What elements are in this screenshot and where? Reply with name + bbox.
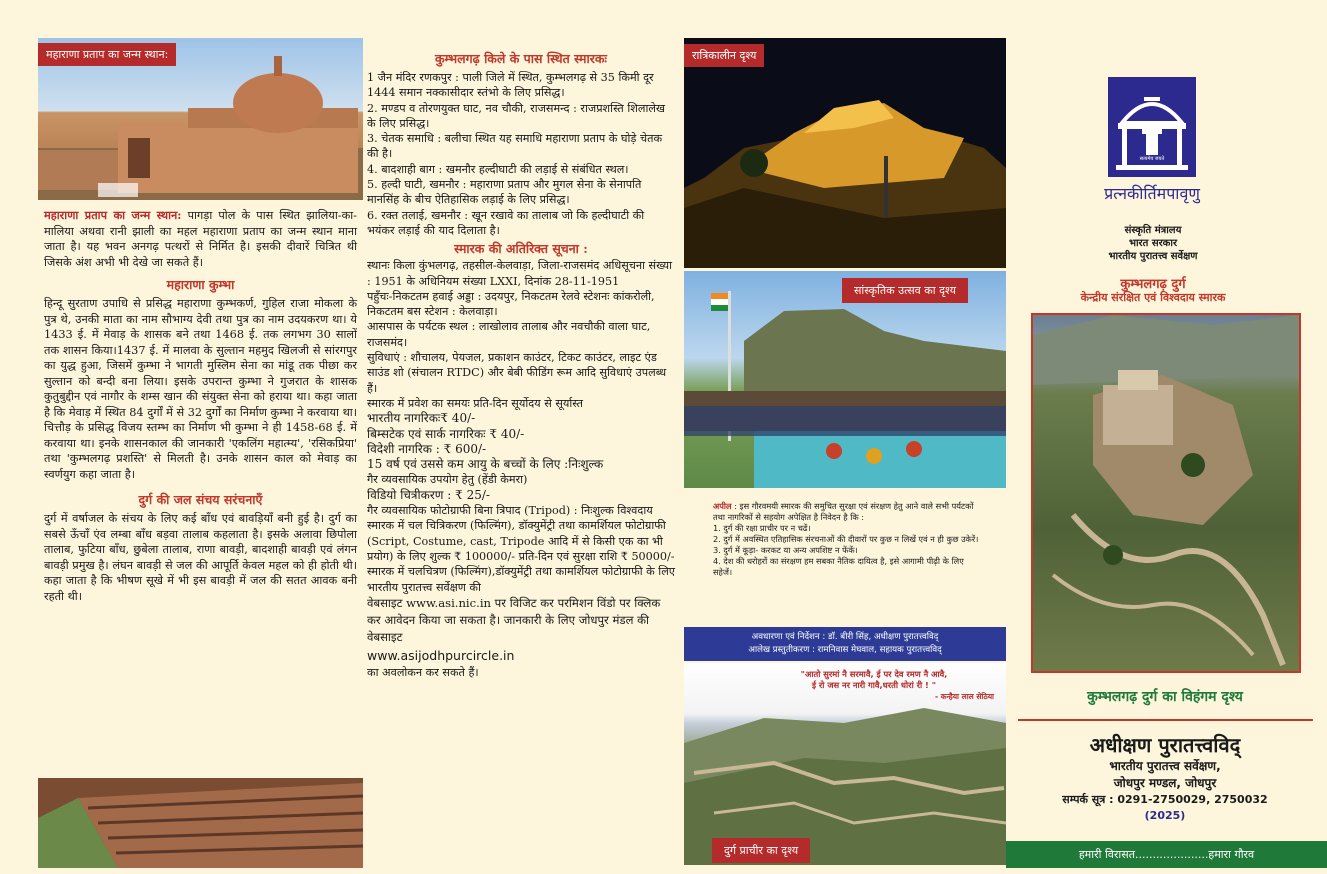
- info-timing: स्मारक में प्रवेश का समयः प्रति-दिन सूर्योदय से सूर्यास्त: [367, 396, 584, 410]
- water-text: दुर्ग में वर्षाजल के संचय के लिए कई बाँध एवं बावड़ियाँ बनी हुई है। दुर्ग का सबसे ऊँचाँ एंव लम्बा बाँध बड़वा तालाब कहलाता है। इसके अलावा छिपोला तालाब, फुटिया बाँध, छुबेला तालाब, राणा बावड़ी, बादशाही बावड़ी एवं लंगन बावड़ी प्रमुख है। लंघन बावड़ी से जल की आपूर्ति केवल महल को ही होती थी। कहा जाता है कि भीषण सूखे में भी इस बावड़ी में जल की सतत आवक बनी रहती थी।: [44, 512, 357, 603]
- info-facilities: सुविधाएं : शौचालय, पेयजल, प्रकाशन काउंटर, टिकट काउंटर, लाइट एंड साउंड शो (संचालन RTDC) और बेबी फीडिंग रूम आदि सुविधाएं उपलब्ध हैं।: [367, 351, 667, 395]
- festival-caption: सांस्कृतिक उत्सव का दृश्य: [842, 278, 968, 303]
- credits-box: [684, 627, 1006, 661]
- night-view-photo: [684, 38, 1006, 268]
- info-nearby: आसपास के पर्यटक स्थल : लाखोलाव तालाब और नवचौकी वाला घाट, राजसमंद।: [367, 320, 651, 349]
- appeal-label: अपील: [713, 501, 732, 511]
- office-block: [1040, 732, 1290, 824]
- monuments-heading: कुम्भलगढ़ किले के पास स्थित स्मारकः: [435, 51, 607, 66]
- footer-bar: [1006, 841, 1327, 868]
- monument-item: 2. मण्डप व तोरणयुक्त घाट, नव चौकी, राजसमन्द : राजप्रशस्ति शिलालेख के लिए प्रसिद्ध।: [367, 101, 666, 130]
- info-children: 15 वर्ष एवं उससे कम आयु के बच्चों के लिए :निःशुल्क: [367, 457, 604, 472]
- credit-writing: आलेख प्रस्तुतीकरण : रामनिवास मेघवाल, सहायक पुरातत्त्वविद्: [748, 645, 942, 655]
- appeal-item: 4. देश की धरोहरों का संरक्षण हम सबका नैतिक दायित्व है, इसे आगामी पीढ़ी के लिए सहेजें।: [713, 556, 964, 577]
- info-fee-indian: भारतीय नागरिकः₹ 40/-: [367, 411, 476, 426]
- quote-line-1: "आतो सुरमां नै सरमावै, ई पर देव रमण नै आवै,: [800, 669, 948, 679]
- aerial-photo: [1031, 313, 1301, 673]
- survey-name: भारतीय पुरातत्त्व सर्वेक्षण: [1108, 251, 1198, 262]
- ministry-name: संस्कृति मंत्रालय: [1124, 225, 1182, 236]
- info-fee-bimstec: बिम्सटेक एवं सार्क नागरिकः ₹ 40/-: [367, 426, 525, 441]
- appeal-item: 3. दुर्ग में कूड़ा- करकट या अन्य अपशिष्ट न फेंकें।: [713, 545, 858, 555]
- birthplace-label: महाराणा प्रताप का जन्म स्थान:: [44, 208, 182, 222]
- office-line-1: भारतीय पुरातत्त्व सर्वेक्षण,: [1109, 759, 1221, 773]
- appeal-item: 2. दुर्ग में अवस्थित एतिहासिक संरचनाओं की दीवारों पर कुछ न लिखें एवं न ही कुछ उकेरें।: [713, 534, 979, 544]
- info-closing: का अवलोकन कर सकते हैं।: [367, 665, 479, 679]
- aerial-caption: कुम्भलगढ़ दुर्ग का विहंगम दृश्य: [1087, 689, 1243, 705]
- monument-item: 4. बादशाही बाग : खमनौर हल्दीघाटी की लड़ाई से संबंधित स्थल।: [367, 162, 629, 176]
- appeal-box: [713, 501, 981, 578]
- quote-line-2: ई रो जस नर नारी गावै,धरती धोरां री ! ": [811, 680, 937, 690]
- footer-slogan: हमारी विरासत.....................हमारा गौरव: [1078, 848, 1255, 861]
- publication-year: (2025): [1144, 809, 1186, 822]
- asi-logo: [1108, 77, 1196, 177]
- appeal-intro-text: [713, 501, 981, 523]
- divider-line: [1018, 719, 1313, 721]
- header-block: [1050, 224, 1256, 263]
- emblem-motto: सत्यमेव जयते: [1139, 156, 1165, 162]
- appeal-intro: : इस गौरवमयी स्मारक की समुचित सुरक्षा एवं संरक्षण हेतु आने वाले सभी पर्यटकों तथा नागरिकों से सहयोग अपेक्षित है निवेदन है कि :: [713, 501, 974, 522]
- info-heading: स्मारक की अतिरिक्त सूचना :: [454, 241, 588, 257]
- birthplace-text: पागड़ा पोल के पास स्थित झालिया-का-मालिया अथवा रानी झाली का महल महाराणा प्रताप का जन्म स्थान माना जाता है। यह भवन अनगढ़ पत्थरों से निर्मित है। इसकी दीवारें चित्रित थी जिसके अंश अभी भी देखे जा सकते हैं।: [44, 209, 357, 269]
- monument-item: 1 जैन मंदिर रणकपुर : पाली जिले में स्थित, कुम्भलगढ़ से 35 किमी दूर 1444 समान नक्कासीदार स्तंभो के लिए प्रसिद्ध।: [367, 71, 654, 100]
- water-heading: दुर्ग की जल संचय सरंचनाएँ: [138, 492, 263, 507]
- aerial-illustration: [1033, 315, 1299, 671]
- fort-subtitle: केन्द्रीय संरक्षित एवं विश्वदाय स्मारक: [1080, 291, 1226, 304]
- contact-numbers: सम्पर्क सूत्र : 0291-2750029, 2750032: [1062, 793, 1268, 806]
- info-fee-foreign: विदेशी नागरिक : ₹ 600/-: [367, 441, 487, 456]
- info-handycam: गैर व्यवसायिक उपयोग हेतु (हेंडी केमरा): [367, 473, 528, 487]
- fort-title: कुम्भलगढ़ दुर्ग: [1120, 277, 1186, 292]
- wall-photo: [684, 663, 1006, 865]
- wall-caption: दुर्ग प्राचीर का दृश्य: [712, 838, 810, 863]
- circle-website-link[interactable]: www.asijodhpurcircle.in: [367, 647, 515, 663]
- info-filming: गैर व्यवसायिक फोटोग्राफी बिना त्रिपाद (Tripod) : निःशुल्क विश्वदाय स्मारक में चल चित्रिकरण (फिल्मिंग), डॉक्युमेंट्री तथा कामर्शियल फोटोग्राफी (Script, Costume, cast, Tripode आदि में से किसी एक का भी प्रयोग) के लिए शुल्क ₹ 100000/- प्रति-दिन एवं सुरक्षा राशि ₹ 50000/- स्मारक में चलचित्रण (फिल्मिंग),डॉक्युमेंट्री तथा कामर्शियल फोटोग्राफी के लिए भारतीय पुरातत्त्व सर्वेक्षण की: [367, 504, 675, 594]
- credit-concept: अवधारणा एवं निर्देशन : डॉ. बीरी सिंह, अधीक्षण पुरातत्त्वविद्: [751, 632, 939, 642]
- office-line-2: जोधपुर मण्डल, जोधपुर: [1113, 776, 1217, 790]
- info-access: पहुँचः-निकटतम हवाई अड्डा : उदयपुर, निकटतम रेलवे स्टेशनः कांकरोली, निकटतम बस स्टेशन : केलवाड़ा।: [367, 289, 655, 319]
- stupa-emblem-icon: [1108, 77, 1196, 177]
- stepwell-photo: [38, 778, 363, 868]
- festival-illustration: [684, 271, 1006, 488]
- government-name: भारत सरकार: [1128, 238, 1178, 249]
- festival-photo: [684, 271, 1006, 488]
- night-view-caption: रात्रिकालीन दृश्य: [684, 44, 764, 67]
- info-video-fee: विडियो चित्रीकरण : ₹ 25/-: [367, 487, 490, 502]
- monument-item: 6. रक्त तलाई, खमनौर : खून रखावे का तालाब जो कि हल्दीघाटी की भयंकर लड़ाई की याद दिलाता है।: [367, 208, 645, 237]
- birthplace-paragraph: [44, 208, 357, 270]
- info-location: स्थानः किला कुंभलगढ़, तहसील-केलवाड़ा, जिला-राजसमंद अधिसूचना संख्या : 1951 के अधिनियम संख्या LXXI, दिनांक 28-11-1951: [367, 259, 673, 288]
- col1-text: [44, 208, 357, 604]
- quote-author: - कन्हैया लाल सेठिया: [935, 692, 994, 701]
- night-view-illustration: [684, 38, 1006, 268]
- quote-block: [754, 669, 994, 702]
- appeal-item: 1. दुर्ग की रक्षा प्राचीर पर न चढें।: [713, 523, 811, 533]
- monument-item: 3. चेतक समाधि : बलीचा स्थित यह समाधि महाराणा प्रताप के घोड़े चेतक की है।: [367, 132, 663, 161]
- kumbha-heading: महाराणा कुम्भा: [166, 277, 235, 292]
- stepwell-illustration: [38, 778, 363, 868]
- office-title: अधीक्षण पुरातत्त्वविद्: [1089, 733, 1241, 757]
- info-website: वेबसाइट www.asi.nic.in पर विजिट कर परमिशन विंडो पर क्लिक कर आवेदन किया जा सकता है। जानकारी के लिए जोधपुर मंडल की वेबसाइट: [367, 595, 661, 644]
- col2-text: [367, 50, 675, 680]
- birthplace-caption: महाराणा प्रताप का जन्म स्थान:: [38, 43, 176, 66]
- kumbha-text: हिन्दू सुरताण उपाधि से प्रसिद्ध महाराणा कुम्भकर्ण, गुहिल राजा मोकला के पुत्र थे, उनकी माता का नाम सौभाग्य देवी तथा पुत्र का नाम उदयकरण था। ये 1433 ई. में मेवाड़ के शासक बने तथा 1468 ई. तक लगभग 30 सालों तक शासन किया।1437 ई. में मालवा के सुल्तान महमुद खिलजी से सांरगपुर का युद्ध हुआ, जिसमें कुम्भा ने भागती मुस्लिम सेना का मांडू तक पीछा कर सुल्तान को बन्दी बना लिया। इसके उपरान्त कुम्भा ने गुजरात के शासक कुतुबुद्दीन एवं नागौर के शम्स खान की संयुक्त सेना को हराया था। कहा जाता है कि मेवाड़ में स्थित 84 दुर्गों में से 32 दुर्गों का निर्माण कुम्भा ने करवाया था। चित्तौड़ के प्रसिद्ध विजय स्तम्भ का निर्माण भी कुम्भा ने ही 1458-68 ई. में करवाया था। इनके शासनकाल की जानकारी 'एकलिंग महात्म्य', 'रसिकप्रिया' तथा 'कुम्भलगढ़ प्रशस्ति' से मिलती है। उनके शासन काल को मेवाड़ का स्वर्णयुग कहा जाता है।: [44, 297, 357, 481]
- monument-item: 5. हल्दी घाटी, खमनौर : महाराणा प्रताप और मुगल सेना के सेनापति मानसिंह के बीच ऐतिहासिक लड़ाई के लिए प्रसिद्ध।: [367, 178, 642, 207]
- logo-motto: प्रत्नकीर्तिमपावृणु: [1104, 184, 1200, 203]
